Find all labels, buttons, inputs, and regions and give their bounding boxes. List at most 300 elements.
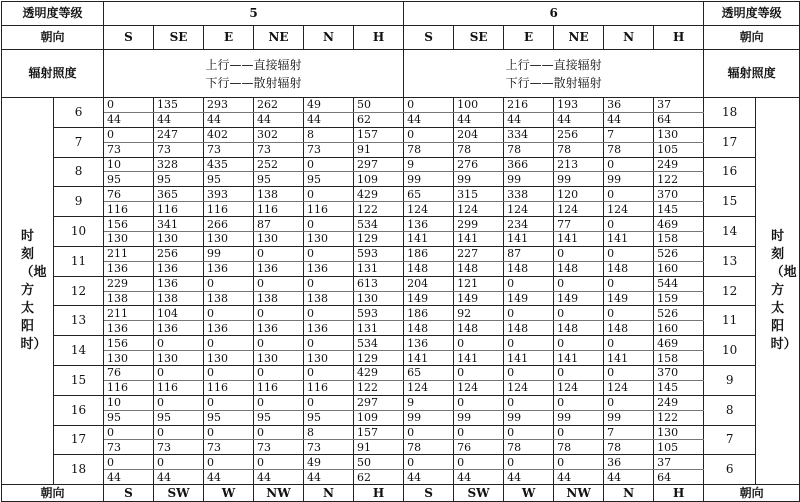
orientation-top-g5-4: N: [304, 26, 354, 50]
radiation-label-right: 辐射照度: [704, 50, 800, 98]
diffuse-value: 122: [354, 202, 404, 217]
diffuse-value: 160: [654, 261, 704, 276]
diffuse-value: 131: [354, 261, 404, 276]
orientation-footer-right: 朝向: [704, 485, 800, 502]
diffuse-value: 130: [254, 232, 304, 247]
direct-value: 0: [604, 366, 654, 381]
direct-value: 0: [554, 425, 604, 440]
direct-row: [2, 127, 800, 142]
diffuse-value: 116: [154, 380, 204, 395]
orientation-top-g6-5: H: [654, 26, 704, 50]
diffuse-value: 62: [354, 470, 404, 485]
direct-value: 0: [254, 395, 304, 410]
direct-value: 0: [554, 455, 604, 470]
direct-value: 0: [604, 217, 654, 232]
direct-value: 65: [404, 187, 454, 202]
direct-value: 0: [104, 455, 154, 470]
diffuse-value: 64: [654, 470, 704, 485]
direct-value: 469: [654, 217, 704, 232]
diffuse-row: [2, 232, 800, 247]
diffuse-value: 141: [454, 232, 504, 247]
diffuse-value: 136: [154, 321, 204, 336]
diffuse-value: 124: [504, 202, 554, 217]
diffuse-value: 44: [304, 112, 354, 127]
direct-value: 0: [254, 425, 304, 440]
diffuse-value: 116: [104, 380, 154, 395]
diffuse-value: 116: [104, 202, 154, 217]
grade-6-header: 6: [404, 2, 704, 26]
diffuse-value: 44: [604, 112, 654, 127]
hour-right: 17: [704, 127, 756, 157]
diffuse-value: 141: [604, 232, 654, 247]
diffuse-value: 95: [154, 410, 204, 425]
diffuse-value: 136: [254, 321, 304, 336]
direct-value: 0: [454, 336, 504, 351]
diffuse-value: 149: [504, 291, 554, 306]
hour-right: 6: [704, 455, 756, 485]
direct-value: 92: [454, 306, 504, 321]
diffuse-value: 44: [154, 470, 204, 485]
direct-value: 429: [354, 187, 404, 202]
diffuse-value: 44: [104, 470, 154, 485]
diffuse-value: 130: [204, 351, 254, 366]
direct-row: [2, 455, 800, 470]
orientation-bottom-g5-3: NW: [254, 485, 304, 502]
diffuse-value: 136: [204, 321, 254, 336]
direct-row: [2, 336, 800, 351]
orientation-top-g6-4: N: [604, 26, 654, 50]
diffuse-value: 116: [154, 202, 204, 217]
direct-value: 534: [354, 336, 404, 351]
direct-value: 76: [104, 366, 154, 381]
diffuse-value: 124: [604, 202, 654, 217]
direct-row: [2, 246, 800, 261]
direct-value: 613: [354, 276, 404, 291]
direct-value: 249: [654, 395, 704, 410]
direct-value: 0: [154, 395, 204, 410]
hour-left: 10: [54, 217, 104, 247]
diffuse-value: 95: [204, 172, 254, 187]
direct-value: 435: [204, 157, 254, 172]
diffuse-value: 105: [654, 440, 704, 455]
direct-value: 0: [154, 455, 204, 470]
diffuse-value: 148: [404, 261, 454, 276]
diffuse-row: [2, 202, 800, 217]
direct-value: 37: [654, 98, 704, 113]
diffuse-value: 44: [204, 470, 254, 485]
direct-value: 157: [354, 127, 404, 142]
direct-value: 0: [304, 395, 354, 410]
diffuse-value: 148: [554, 261, 604, 276]
direct-value: 0: [504, 455, 554, 470]
direct-value: 10: [104, 395, 154, 410]
diffuse-value: 136: [304, 321, 354, 336]
hour-right: 9: [704, 366, 756, 396]
direct-row: [2, 217, 800, 232]
diffuse-value: 158: [654, 232, 704, 247]
hour-left: 9: [54, 187, 104, 217]
direct-value: 211: [104, 306, 154, 321]
diffuse-value: 105: [654, 142, 704, 157]
direct-value: 99: [204, 246, 254, 261]
diffuse-row: [2, 470, 800, 485]
diffuse-value: 122: [654, 172, 704, 187]
direct-row: [2, 425, 800, 440]
diffuse-value: 149: [604, 291, 654, 306]
direct-value: 0: [254, 366, 304, 381]
diffuse-value: 73: [254, 142, 304, 157]
hour-left: 7: [54, 127, 104, 157]
diffuse-row: [2, 291, 800, 306]
grade-label-left: 透明度等级: [2, 2, 104, 26]
orientation-label-right: 朝向: [704, 26, 800, 50]
direct-value: 297: [354, 157, 404, 172]
diffuse-value: 116: [254, 202, 304, 217]
orientation-top-g5-3: NE: [254, 26, 304, 50]
diffuse-value: 148: [454, 321, 504, 336]
direct-value: 8: [304, 127, 354, 142]
legend-grade-5: [104, 50, 404, 98]
orientation-label-left: 朝向: [2, 26, 104, 50]
diffuse-value: 78: [604, 142, 654, 157]
direct-value: 0: [304, 187, 354, 202]
direct-value: 0: [104, 98, 154, 113]
hour-left: 12: [54, 276, 104, 306]
direct-value: 0: [104, 425, 154, 440]
diffuse-value: 130: [304, 351, 354, 366]
direct-value: 157: [354, 425, 404, 440]
diffuse-value: 73: [104, 440, 154, 455]
diffuse-value: 116: [304, 202, 354, 217]
orientation-top-g5-1: SE: [154, 26, 204, 50]
time-label-left: [2, 98, 54, 485]
diffuse-value: 78: [504, 440, 554, 455]
orientation-top-g6-0: S: [404, 26, 454, 50]
direct-value: 0: [204, 455, 254, 470]
direct-value: 534: [354, 217, 404, 232]
diffuse-value: 124: [404, 380, 454, 395]
direct-value: 302: [254, 127, 304, 142]
diffuse-value: 44: [304, 470, 354, 485]
diffuse-row: [2, 410, 800, 425]
diffuse-value: 44: [554, 470, 604, 485]
direct-value: 0: [304, 157, 354, 172]
diffuse-value: 44: [554, 112, 604, 127]
direct-value: 136: [404, 217, 454, 232]
direct-value: 0: [604, 336, 654, 351]
diffuse-row: [2, 172, 800, 187]
direct-value: 0: [554, 336, 604, 351]
direct-value: 156: [104, 336, 154, 351]
diffuse-value: 99: [404, 172, 454, 187]
diffuse-value: 116: [254, 380, 304, 395]
hour-right: 11: [704, 306, 756, 336]
direct-value: 100: [454, 98, 504, 113]
direct-value: 0: [254, 246, 304, 261]
direct-value: 0: [154, 425, 204, 440]
direct-value: 0: [204, 276, 254, 291]
hour-left: 17: [54, 425, 104, 455]
direct-value: 328: [154, 157, 204, 172]
diffuse-value: 124: [554, 202, 604, 217]
direct-value: 36: [604, 455, 654, 470]
diffuse-value: 136: [204, 261, 254, 276]
diffuse-value: 99: [604, 172, 654, 187]
orientation-footer-row: [2, 485, 800, 502]
diffuse-value: 62: [354, 112, 404, 127]
grade-label-right: 透明度等级: [704, 2, 800, 26]
direct-value: 0: [604, 276, 654, 291]
diffuse-value: 138: [154, 291, 204, 306]
diffuse-value: 78: [454, 142, 504, 157]
diffuse-value: 44: [504, 470, 554, 485]
diffuse-value: 78: [554, 440, 604, 455]
direct-value: 0: [504, 395, 554, 410]
hour-right: 10: [704, 336, 756, 366]
diffuse-value: 122: [654, 410, 704, 425]
direct-value: 593: [354, 306, 404, 321]
direct-value: 77: [554, 217, 604, 232]
direct-value: 0: [304, 336, 354, 351]
diffuse-value: 145: [654, 202, 704, 217]
diffuse-value: 141: [404, 232, 454, 247]
direct-value: 0: [604, 246, 654, 261]
direct-value: 104: [154, 306, 204, 321]
legend-diffuse-6: 下行——散射辐射: [505, 75, 602, 90]
diffuse-value: 91: [354, 142, 404, 157]
diffuse-value: 158: [654, 351, 704, 366]
orientation-bottom-g5-5: H: [354, 485, 404, 502]
diffuse-value: 78: [404, 142, 454, 157]
direct-value: 211: [104, 246, 154, 261]
diffuse-value: 78: [604, 440, 654, 455]
direct-value: 526: [654, 306, 704, 321]
direct-value: 0: [554, 276, 604, 291]
direct-value: 393: [204, 187, 254, 202]
hour-right: 15: [704, 187, 756, 217]
direct-value: 0: [154, 366, 204, 381]
diffuse-value: 141: [554, 351, 604, 366]
orientation-bottom-g6-4: N: [604, 485, 654, 502]
orientation-footer-left: 朝向: [2, 485, 104, 502]
diffuse-value: 44: [154, 112, 204, 127]
diffuse-value: 141: [504, 351, 554, 366]
diffuse-value: 141: [604, 351, 654, 366]
direct-value: 7: [604, 425, 654, 440]
diffuse-value: 148: [604, 261, 654, 276]
diffuse-value: 99: [504, 172, 554, 187]
direct-value: 0: [404, 425, 454, 440]
hour-left: 18: [54, 455, 104, 485]
direct-value: 334: [504, 127, 554, 142]
diffuse-value: 95: [104, 410, 154, 425]
direct-value: 0: [254, 455, 304, 470]
diffuse-value: 130: [104, 232, 154, 247]
direct-value: 0: [404, 98, 454, 113]
direct-value: 76: [104, 187, 154, 202]
direct-value: 0: [504, 306, 554, 321]
direct-value: 402: [204, 127, 254, 142]
diffuse-value: 95: [254, 172, 304, 187]
diffuse-value: 130: [204, 232, 254, 247]
hour-left: 8: [54, 157, 104, 187]
direct-value: 0: [304, 246, 354, 261]
orientation-top-g5-0: S: [104, 26, 154, 50]
direct-value: 50: [354, 455, 404, 470]
diffuse-value: 124: [554, 380, 604, 395]
legend-direct-6: 上行——直接辐射: [505, 57, 602, 72]
orientation-bottom-g6-0: S: [404, 485, 454, 502]
direct-value: 0: [554, 246, 604, 261]
direct-value: 138: [254, 187, 304, 202]
diffuse-value: 141: [554, 232, 604, 247]
diffuse-value: 130: [254, 351, 304, 366]
diffuse-value: 148: [454, 261, 504, 276]
diffuse-value: 95: [204, 410, 254, 425]
direct-value: 9: [404, 395, 454, 410]
direct-row: [2, 395, 800, 410]
legend-grade-6: [404, 50, 704, 98]
direct-row: [2, 157, 800, 172]
direct-value: 252: [254, 157, 304, 172]
direct-value: 216: [504, 98, 554, 113]
diffuse-value: 136: [304, 261, 354, 276]
diffuse-row: [2, 380, 800, 395]
diffuse-value: 124: [454, 202, 504, 217]
direct-value: 0: [604, 306, 654, 321]
grade-header-row: [2, 2, 800, 26]
diffuse-value: 109: [354, 410, 404, 425]
hour-left: 11: [54, 246, 104, 276]
diffuse-value: 91: [354, 440, 404, 455]
diffuse-value: 44: [504, 112, 554, 127]
diffuse-value: 145: [654, 380, 704, 395]
direct-value: 193: [554, 98, 604, 113]
diffuse-row: [2, 321, 800, 336]
direct-value: 593: [354, 246, 404, 261]
direct-value: 136: [404, 336, 454, 351]
hour-left: 14: [54, 336, 104, 366]
direct-value: 229: [104, 276, 154, 291]
diffuse-value: 44: [404, 470, 454, 485]
diffuse-value: 95: [154, 172, 204, 187]
diffuse-value: 116: [304, 380, 354, 395]
diffuse-value: 44: [204, 112, 254, 127]
diffuse-value: 136: [104, 261, 154, 276]
direct-value: 227: [454, 246, 504, 261]
diffuse-value: 73: [204, 142, 254, 157]
direct-value: 204: [404, 276, 454, 291]
radiation-label-left: 辐射照度: [2, 50, 104, 98]
diffuse-value: 130: [154, 351, 204, 366]
direct-value: 87: [504, 246, 554, 261]
diffuse-value: 99: [604, 410, 654, 425]
diffuse-value: 116: [204, 202, 254, 217]
diffuse-value: 138: [254, 291, 304, 306]
diffuse-value: 148: [504, 321, 554, 336]
direct-value: 234: [504, 217, 554, 232]
diffuse-value: 95: [304, 410, 354, 425]
direct-value: 469: [654, 336, 704, 351]
diffuse-value: 130: [354, 291, 404, 306]
diffuse-value: 44: [404, 112, 454, 127]
diffuse-value: 99: [404, 410, 454, 425]
direct-value: 299: [454, 217, 504, 232]
time-label-right: [756, 98, 800, 485]
direct-value: 297: [354, 395, 404, 410]
diffuse-value: 109: [354, 172, 404, 187]
orientation-top-g6-2: E: [504, 26, 554, 50]
hour-right: 13: [704, 246, 756, 276]
hour-left: 6: [54, 98, 104, 128]
diffuse-value: 95: [104, 172, 154, 187]
diffuse-value: 76: [454, 440, 504, 455]
direct-value: 429: [354, 366, 404, 381]
direct-value: 0: [404, 455, 454, 470]
diffuse-value: 130: [104, 351, 154, 366]
direct-row: [2, 276, 800, 291]
diffuse-value: 149: [454, 291, 504, 306]
legend-direct-5: 上行——直接辐射: [205, 57, 302, 72]
orientation-header-row: [2, 26, 800, 50]
direct-value: 49: [304, 455, 354, 470]
direct-value: 156: [104, 217, 154, 232]
diffuse-value: 44: [454, 470, 504, 485]
diffuse-value: 136: [154, 261, 204, 276]
orientation-bottom-g6-5: H: [654, 485, 704, 502]
diffuse-value: 148: [554, 321, 604, 336]
solar-radiation-table: [1, 1, 800, 502]
direct-value: 0: [154, 336, 204, 351]
diffuse-value: 149: [554, 291, 604, 306]
direct-value: 315: [454, 187, 504, 202]
diffuse-value: 149: [404, 291, 454, 306]
orientation-bottom-g5-2: W: [204, 485, 254, 502]
direct-value: 370: [654, 366, 704, 381]
time-label-right-text: 时刻（地方太阳时）: [770, 229, 797, 353]
direct-value: 0: [304, 217, 354, 232]
diffuse-value: 99: [454, 172, 504, 187]
diffuse-value: 130: [154, 232, 204, 247]
direct-value: 135: [154, 98, 204, 113]
orientation-top-g5-2: E: [204, 26, 254, 50]
diffuse-row: [2, 142, 800, 157]
direct-row: [2, 187, 800, 202]
direct-value: 0: [504, 336, 554, 351]
diffuse-value: 116: [204, 380, 254, 395]
direct-value: 0: [454, 366, 504, 381]
hour-left: 16: [54, 395, 104, 425]
direct-value: 0: [304, 306, 354, 321]
diffuse-value: 99: [504, 410, 554, 425]
direct-value: 544: [654, 276, 704, 291]
diffuse-row: [2, 440, 800, 455]
diffuse-value: 44: [604, 470, 654, 485]
direct-value: 0: [504, 366, 554, 381]
direct-value: 0: [254, 306, 304, 321]
direct-value: 0: [604, 187, 654, 202]
direct-value: 0: [204, 336, 254, 351]
diffuse-value: 44: [454, 112, 504, 127]
direct-value: 341: [154, 217, 204, 232]
direct-value: 0: [454, 395, 504, 410]
direct-value: 7: [604, 127, 654, 142]
diffuse-value: 99: [454, 410, 504, 425]
orientation-top-g6-3: NE: [554, 26, 604, 50]
diffuse-value: 73: [304, 440, 354, 455]
direct-value: 0: [554, 306, 604, 321]
diffuse-value: 122: [354, 380, 404, 395]
